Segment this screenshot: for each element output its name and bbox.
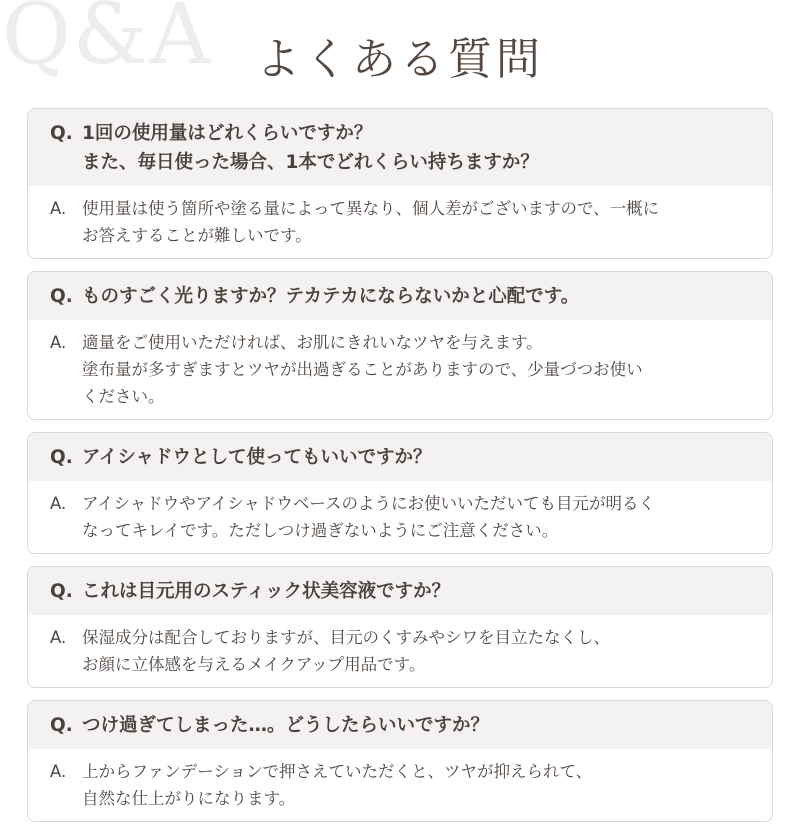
faq-answer: [28, 481, 772, 553]
question-prefix: Q.: [50, 123, 73, 144]
question-text: つけ過ぎてしまった…。どうしたらいいですか？: [82, 715, 490, 736]
faq-question: [28, 433, 772, 481]
faq-item-1: [27, 108, 773, 259]
answer-prefix: A.: [50, 494, 67, 513]
faq-question: [28, 109, 772, 186]
question-prefix: Q.: [50, 286, 73, 307]
answer-text: 保湿成分は配合しておりますが、目元のくすみやシワを目立たなくし、 お顔に立体感を与えるメイクアップ用品です。: [82, 628, 610, 674]
faq-question: [28, 567, 772, 615]
question-prefix: Q.: [50, 581, 73, 602]
answer-text: アイシャドウやアイシャドウベースのようにお使いいただいても目元が明るく なってキレイです。ただしつけ過ぎないようにご注意ください。: [82, 494, 656, 540]
page-title: よくある質問: [256, 34, 544, 85]
faq-question: [28, 272, 772, 320]
answer-prefix: A.: [50, 199, 67, 218]
question-text: アイシャドウとして使ってもいいですか？: [82, 447, 432, 468]
faq-list: [27, 108, 773, 834]
answer-prefix: A.: [50, 762, 67, 781]
answer-prefix: A.: [50, 628, 67, 647]
question-prefix: Q.: [50, 447, 73, 468]
answer-text: 使用量は使う箇所や塗る量によって異なり、個人差がございますので、一概に お答えすることが難しいです。: [82, 199, 660, 245]
faq-answer: [28, 320, 772, 419]
faq-item-3: [27, 432, 773, 554]
faq-answer: [28, 186, 772, 258]
question-text: これは目元用のスティック状美容液ですか？: [82, 581, 451, 602]
question-text: 1回の使用量はどれくらいですか？ また、毎日使った場合、1本でどれくらい持ちますか？: [82, 123, 539, 173]
question-prefix: Q.: [50, 715, 73, 736]
faq-item-2: [27, 271, 773, 420]
answer-prefix: A.: [50, 333, 67, 352]
faq-item-4: [27, 566, 773, 688]
watermark-text: Q&A: [2, 0, 213, 83]
faq-question: [28, 701, 772, 749]
faq-answer: [28, 615, 772, 687]
answer-text: 上からファンデーションで押さえていただくと、ツヤが抑えられて、 自然な仕上がりになります。: [82, 762, 593, 808]
answer-text: 適量をご使用いただければ、お肌にきれいなツヤを与えます。 塗布量が多すぎますとツヤが出過ぎることがありますので、少量づつお使い ください。: [82, 333, 643, 406]
question-text: ものすごく光りますか？テカテカにならないかと心配です。: [82, 286, 580, 307]
faq-item-5: [27, 700, 773, 822]
faq-answer: [28, 749, 772, 821]
